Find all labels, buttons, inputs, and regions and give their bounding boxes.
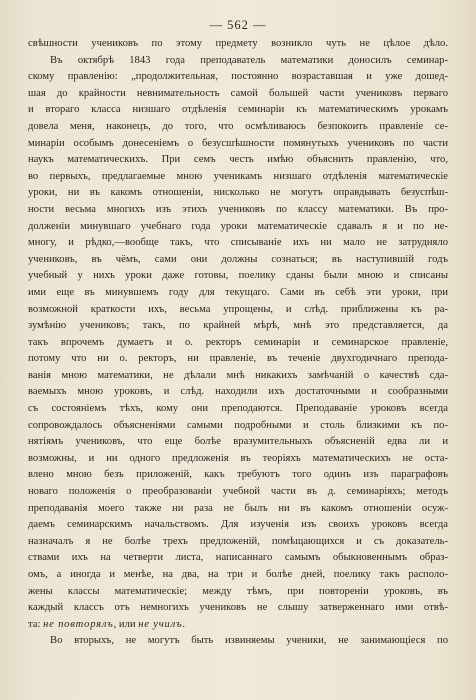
text-line: минаріи особымъ донесеніемъ о безусшѣшности помянутыхъ учениковъ по части [28, 137, 448, 149]
text-line: влено мною безъ приложеній, какъ требуютъ того одинъ изъ параграфовъ [28, 469, 448, 481]
text-line: сопровождалось объясненіями самыми подробными и столь близкими къ по- [28, 419, 448, 431]
text-line: ствами ихъ на четверти листа, написаннаго самымъ обыкновеннымъ образ- [28, 552, 448, 564]
text-line: ими еще въ минувшемъ году для текущаго. Сами въ себѣ эти уроки, при [28, 286, 448, 298]
text-line: каждый классъ отъ немногихъ учениковъ не слышу затверженнаго ими отвѣ- [28, 602, 448, 614]
text-line: возможной краткости ихъ, весьма упрощены, и слѣд. приближены къ ра- [28, 303, 448, 315]
text-line: свѣшности учениковъ по этому предмету возникло чуть не цѣлое дѣло. [28, 38, 448, 49]
text-line: даемъ семинарскимъ начальствомъ. Для изученія изъ своихъ уроковъ всегда [28, 519, 448, 531]
text-line: Въ октябрѣ 1843 года преподаватель математики доносилъ семинар- [50, 54, 448, 66]
text-line: новаго положенія о преобразованіи учебной части въ д. семинаріяхъ; методъ [28, 486, 448, 498]
text-line: такъ впрочемъ думаетъ и о. ректоръ семинаріи и семинарское правленіе, [28, 336, 448, 348]
text-line: уроки, ни въ какомъ отношеніи, нисколько не могутъ оправдывать безуспѣш- [28, 187, 448, 199]
text-line: учебный у нихъ уроки даже готовы, поелику сданы были мною и списаны [28, 270, 448, 282]
text-line: ванія мною математики, не дѣлали мнѣ никакихъ замѣчаній о качествѣ сда- [28, 369, 448, 381]
text-line: ваемыхъ мною уроковъ, и слѣд. находили ихъ достаточными и сообразными [28, 386, 448, 398]
text-line: преподаванія моего также ни раза не былъ ни въ какомъ отношеніи осуж- [28, 502, 448, 514]
text-line: во первыхъ, предлагаемые мною ученикамъ низшаго отдѣленія математическіе [28, 170, 448, 182]
text-line: потому что ни о. ректоръ, ни правленіе, въ теченіе двухгодичнаго препода- [28, 353, 448, 365]
text-line: возможны, и ни одного предложенія въ теоріяхъ математическихъ не оста- [28, 452, 448, 464]
text-line: довела меня, наконецъ, до того, что осмѣливаюсь безпокоить правленіе се- [28, 120, 448, 132]
text-fragment: . [182, 618, 186, 630]
text-line: многу, и рѣдко,—вообще такъ, что списываніе ихъ ни мало не затрудняло [28, 237, 448, 249]
text-line: и втораго класса низшаго отдѣленія семинаріи къ математическимъ урокамъ [28, 104, 448, 116]
text-fragment: , или [113, 618, 139, 630]
text-fragment: та: [28, 618, 44, 630]
text-line: учениковъ, въ чёмъ, сами они должны сознаться; въ наступившій годъ [28, 253, 448, 265]
text-line: наукъ математическихъ. При семъ честь имѣю объяснить правленію, что, [28, 154, 448, 166]
italic-quote-not-repeated: не повторялъ [43, 618, 114, 630]
text-line: назначалъ я не болѣе трехъ предложеній, помѣщающихся и съ доказатель- [28, 535, 448, 547]
page-number: — 562 — [209, 18, 267, 32]
page-body-text [28, 36, 448, 650]
text-line: жены классы математическіе; между тѣмъ, при повтореніи уроковъ, въ [28, 585, 448, 597]
text-line: омъ, а иногда и менѣе, на два, на три и болѣе дней, поелику такъ располо- [28, 569, 448, 580]
text-line: ности весьма многихъ изъ этихъ учениковъ по классу математики. Въ про- [28, 203, 448, 215]
text-line: шая до крайности невнимательность самой большей части учениковъ перваго [28, 87, 448, 99]
text-line: скому правленію: „продолжительная, постоянно возраставшая и уже дошед- [28, 71, 448, 83]
italic-quote-not-studied: не училъ [138, 618, 183, 630]
text-line: зумѣнію учениковъ; такъ, по крайней мѣрѣ, мнѣ это представляется, да [28, 320, 448, 332]
text-line: Во вторыхъ, не могутъ быть извиняемы ученики, не занимающіеся по [50, 635, 448, 647]
text-line: съ состояніемъ тѣхъ, кому они преподаются. Преподаваніе уроковъ всегда [28, 403, 448, 415]
text-line-with-italic-quote [28, 617, 448, 634]
text-line: долженіи минувшаго учебнаго года уроки математическіе сдавалъ я и по не- [28, 220, 448, 232]
text-line: нятіямъ учениковъ, что еще болѣе вразумительныхъ объясненій едва ли и [28, 436, 448, 448]
